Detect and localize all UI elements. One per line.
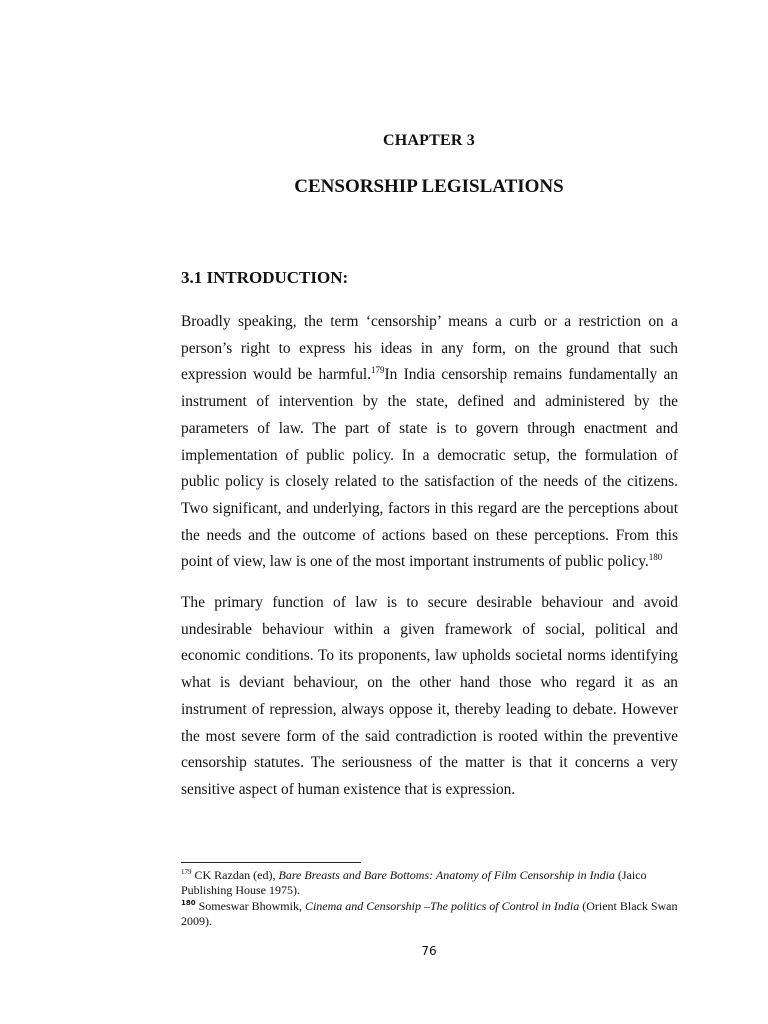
footnote-separator	[181, 862, 361, 863]
footnote	[181, 899, 678, 929]
footnote-text: Someswar Bhowmik,	[195, 899, 305, 913]
footnote-text: (Jaico Publishing House 1975).	[181, 868, 647, 897]
paragraph-introduction	[181, 309, 678, 576]
footnote-reference[interactable]: 179	[371, 365, 385, 376]
paragraph-text: Broadly speaking, the term ‘censorship’ means a curb or a restriction on a person’s right to express his ideas in any form, on the ground that such expression would be harmful.	[181, 313, 678, 384]
footnote-reference[interactable]: 180	[648, 552, 663, 563]
footnote	[181, 868, 678, 898]
footnote-number: 179	[181, 868, 192, 876]
section-heading: 3.1 INTRODUCTION:	[181, 268, 349, 287]
footnote-book-title: Cinema and Censorship –The politics of Control in India	[304, 899, 580, 913]
footnote-book-title: Bare Breasts and Bare Bottoms: Anatomy of Film Censorship in India	[278, 868, 615, 882]
footnote-number: 180	[181, 899, 196, 907]
footnote-text: (Orient Black Swan 2009).	[181, 899, 678, 928]
paragraph-function-of-law: The primary function of law is to secure desirable behaviour and avoid undesirable behaviour within a given framework of social, political and economic conditions. To its proponents, law upholds societal norms identifying what is deviant behaviour, on the other hand those who regard it as an instrument of repression, always oppose it, thereby leading to debate. However the most severe form of the said contradiction is rooted within the preventive censorship statutes. The seriousness of the matter is that it concerns a very sensitive aspect of human existence that is expression.	[181, 594, 678, 798]
chapter-title: CENSORSHIP LEGISLATIONS	[294, 176, 564, 197]
footnote-text: CK Razdan (ed),	[191, 868, 279, 882]
paragraph-text: In India censorship remains fundamentally an instrument of intervention by the state, defined and administered by the parameters of law. The part of state is to govern through enactment and implementation of public policy. In a democratic setup, the formulation of public policy is closely related to the satisfaction of the needs of the citizens. Two significant, and underlying, factors in this regard are the perceptions about the needs and the outcome of actions based on these perceptions. From this point of view, law is one of the most important instruments of public policy.	[181, 366, 678, 571]
page-number: 76	[421, 944, 437, 958]
footnotes	[181, 868, 678, 930]
chapter-label: CHAPTER 3	[382, 132, 476, 149]
